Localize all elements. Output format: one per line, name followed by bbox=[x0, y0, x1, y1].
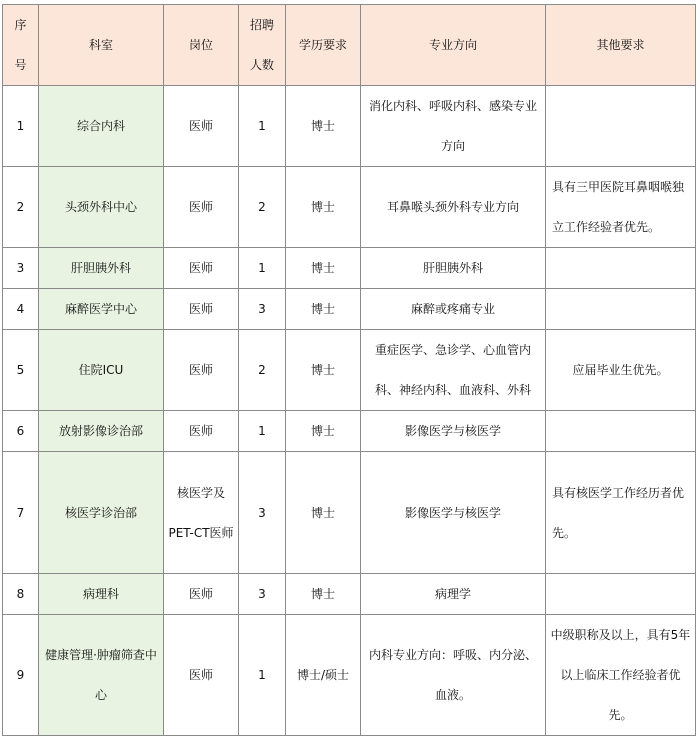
cell-count: 2 bbox=[239, 330, 286, 411]
cell-position: 医师 bbox=[164, 330, 239, 411]
table-row bbox=[3, 86, 696, 167]
cell-major: 影像医学与核医学 bbox=[361, 452, 546, 574]
header-row bbox=[3, 5, 696, 86]
header-department: 科室 bbox=[39, 5, 164, 86]
cell-position: 医师 bbox=[164, 86, 239, 167]
cell-index: 7 bbox=[3, 452, 39, 574]
cell-other: 具有三甲医院耳鼻咽喉独立工作经验者优先。 bbox=[546, 167, 696, 248]
cell-department: 综合内科 bbox=[39, 86, 164, 167]
cell-other: 具有核医学工作经历者优先。 bbox=[546, 452, 696, 574]
cell-index: 8 bbox=[3, 574, 39, 615]
header-position: 岗位 bbox=[164, 5, 239, 86]
cell-major: 麻醉或疼痛专业 bbox=[361, 289, 546, 330]
cell-count: 3 bbox=[239, 289, 286, 330]
cell-index: 6 bbox=[3, 411, 39, 452]
table-row bbox=[3, 411, 696, 452]
header-count: 招聘 人数 bbox=[239, 5, 286, 86]
cell-major: 消化内科、呼吸内科、感染专业方向 bbox=[361, 86, 546, 167]
cell-education: 博士/硕士 bbox=[286, 615, 361, 736]
cell-other bbox=[546, 86, 696, 167]
cell-position: 医师 bbox=[164, 248, 239, 289]
cell-department: 放射影像诊治部 bbox=[39, 411, 164, 452]
cell-count: 3 bbox=[239, 452, 286, 574]
header-index: 序 号 bbox=[3, 5, 39, 86]
cell-department: 病理科 bbox=[39, 574, 164, 615]
cell-position: 医师 bbox=[164, 289, 239, 330]
cell-education: 博士 bbox=[286, 452, 361, 574]
cell-position: 核医学及PET-CT医师 bbox=[164, 452, 239, 574]
table-row bbox=[3, 452, 696, 574]
table-row bbox=[3, 289, 696, 330]
cell-major: 肝胆胰外科 bbox=[361, 248, 546, 289]
cell-department: 健康管理·肿瘤筛查中心 bbox=[39, 615, 164, 736]
cell-count: 2 bbox=[239, 167, 286, 248]
cell-major: 内科专业方向：呼吸、内分泌、血液。 bbox=[361, 615, 546, 736]
cell-department: 住院ICU bbox=[39, 330, 164, 411]
cell-major: 病理学 bbox=[361, 574, 546, 615]
cell-other bbox=[546, 574, 696, 615]
cell-position: 医师 bbox=[164, 167, 239, 248]
recruitment-table bbox=[2, 4, 696, 736]
header-major: 专业方向 bbox=[361, 5, 546, 86]
cell-major: 影像医学与核医学 bbox=[361, 411, 546, 452]
cell-other: 中级职称及以上，具有5年以上临床工作经验者优先。 bbox=[546, 615, 696, 736]
cell-education: 博士 bbox=[286, 248, 361, 289]
table-row bbox=[3, 248, 696, 289]
cell-education: 博士 bbox=[286, 167, 361, 248]
cell-department: 头颈外科中心 bbox=[39, 167, 164, 248]
cell-other bbox=[546, 289, 696, 330]
cell-department: 麻醉医学中心 bbox=[39, 289, 164, 330]
cell-major: 耳鼻喉头颈外科专业方向 bbox=[361, 167, 546, 248]
cell-position: 医师 bbox=[164, 615, 239, 736]
table-row bbox=[3, 330, 696, 411]
cell-position: 医师 bbox=[164, 574, 239, 615]
cell-count: 1 bbox=[239, 615, 286, 736]
cell-index: 9 bbox=[3, 615, 39, 736]
cell-department: 肝胆胰外科 bbox=[39, 248, 164, 289]
cell-other bbox=[546, 411, 696, 452]
cell-education: 博士 bbox=[286, 86, 361, 167]
cell-index: 4 bbox=[3, 289, 39, 330]
table-row bbox=[3, 167, 696, 248]
header-other: 其他要求 bbox=[546, 5, 696, 86]
header-education: 学历要求 bbox=[286, 5, 361, 86]
cell-education: 博士 bbox=[286, 289, 361, 330]
cell-education: 博士 bbox=[286, 330, 361, 411]
cell-other: 应届毕业生优先。 bbox=[546, 330, 696, 411]
cell-major: 重症医学、急诊学、心血管内科、神经内科、血液科、外科 bbox=[361, 330, 546, 411]
cell-position: 医师 bbox=[164, 411, 239, 452]
cell-count: 1 bbox=[239, 86, 286, 167]
table-row bbox=[3, 615, 696, 736]
cell-count: 1 bbox=[239, 411, 286, 452]
cell-education: 博士 bbox=[286, 574, 361, 615]
cell-education: 博士 bbox=[286, 411, 361, 452]
cell-other bbox=[546, 248, 696, 289]
cell-index: 2 bbox=[3, 167, 39, 248]
cell-index: 3 bbox=[3, 248, 39, 289]
table-row bbox=[3, 574, 696, 615]
cell-count: 3 bbox=[239, 574, 286, 615]
cell-index: 1 bbox=[3, 86, 39, 167]
cell-count: 1 bbox=[239, 248, 286, 289]
cell-department: 核医学诊治部 bbox=[39, 452, 164, 574]
cell-index: 5 bbox=[3, 330, 39, 411]
